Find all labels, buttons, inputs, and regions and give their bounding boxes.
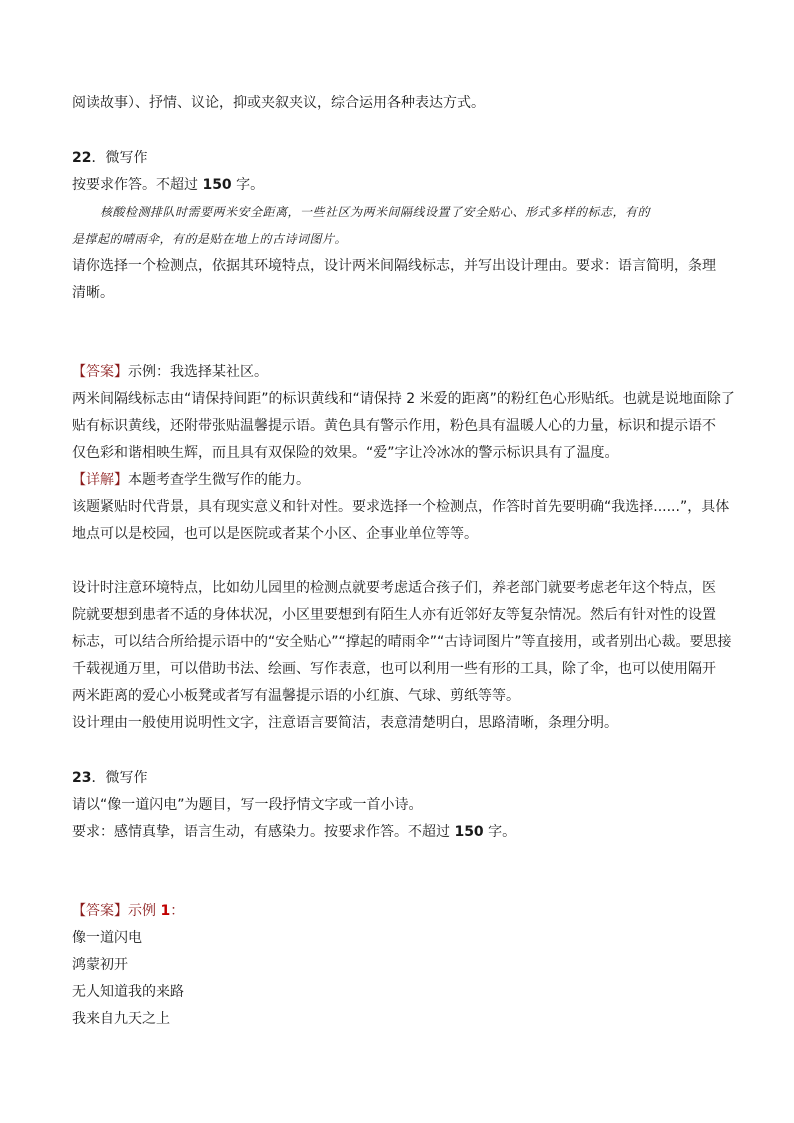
example-number: 1 (160, 903, 171, 919)
continuation-line: 阅读故事）、抒情、议论，抑或夹叙夹议，综合运用各种表达方式。 (72, 95, 485, 111)
question-number: 23 (72, 770, 92, 786)
question-22-heading (72, 148, 147, 168)
answer-intro: 示例：我选择某社区。 (128, 364, 268, 380)
detail-line: 设计理由一般使用说明性文字，注意语言要简洁，表意清楚明白，思路清晰，条理分明。 (72, 715, 618, 731)
poem-line: 无人知道我的来路 (72, 984, 184, 1000)
instruction-text-end: 字。 (231, 177, 265, 193)
poem-line: 我来自九天之上 (72, 1011, 170, 1027)
task-line-2: 清晰。 (72, 285, 114, 301)
question-title: ．微写作 (91, 150, 148, 166)
task-line-1: 请你选择一个检测点，依据其环境特点，设计两米间隔线标志，并写出设计理由。要求：语言简明，条理 (72, 258, 716, 274)
detail-line: 该题紧贴时代背景，具有现实意义和针对性。要求选择一个检测点，作答时首先要明确“我选择......”，具体 (72, 499, 730, 515)
question-number: 22 (72, 150, 92, 166)
detail-tag: 【详解】 (72, 472, 128, 488)
word-limit: 150 (202, 177, 232, 193)
detail-line: 院就要想到患者不适的身体状况，小区里要想到有陌生人亦有近邻好友等复杂情况。然后有针对性的设置 (72, 607, 716, 623)
poem-line: 像一道闪电 (72, 930, 142, 946)
example-colon: ： (170, 903, 185, 919)
question-23-prompt: 请以“像一道闪电”为题目，写一段抒情文字或一首小诗。 (72, 797, 423, 813)
material-quote-line-2: 是撑起的晴雨伞，有的是贴在地上的古诗词图片。 (72, 232, 348, 246)
material-quote-line-1: 核酸检测排队时需要两米安全距离，一些社区为两米间隔线设置了安全贴心、形式多样的标志，有的 (100, 205, 651, 219)
example-label: 示例 (128, 903, 161, 919)
instruction-text: 按要求作答。不超过 (72, 177, 203, 193)
detail-line: 设计时注意环境特点，比如幼儿园里的检测点就要考虑适合孩子们，养老部门就要考虑老年这个特点，医 (72, 580, 716, 596)
detail-line: 标志，可以结合所给提示语中的“安全贴心”“撑起的晴雨伞”“古诗词图片”等直接用，或者别出心裁。要思接 (72, 634, 732, 650)
question-23-heading (72, 768, 147, 788)
answer-line: 两米间隔线标志由“请保持间距”的标识黄线和“请保持 2 米爱的距离”的粉红色心形贴纸。也就是说地面除了 (72, 391, 735, 407)
detail-22-intro (72, 470, 310, 490)
answer-22-intro (72, 362, 268, 382)
question-22-instruction (72, 175, 264, 195)
detail-intro: 本题考查学生微写作的能力。 (128, 472, 310, 488)
word-limit: 150 (454, 824, 484, 840)
answer-tag: 【答案】 (72, 903, 128, 919)
answer-line: 贴有标识黄线，还附带张贴温馨提示语。黄色具有警示作用，粉色具有温暖人心的力量，标识和提示语不 (72, 418, 716, 434)
answer-line: 仅色彩和谐相映生辉，而且具有双保险的效果。“爱”字让冷冰冰的警示标识具有了温度。 (72, 445, 619, 461)
detail-line: 地点可以是校园，也可以是医院或者某个小区、企事业单位等等。 (72, 526, 478, 542)
answer-23-intro (72, 901, 184, 921)
question-title: ．微写作 (91, 770, 148, 786)
detail-line: 千载视通万里，可以借助书法、绘画、写作表意，也可以利用一些有形的工具，除了伞，也可以使用隔开 (72, 661, 716, 677)
requirements-text-end: 字。 (483, 824, 517, 840)
requirements-text: 要求：感情真挚，语言生动，有感染力。按要求作答。不超过 (72, 824, 455, 840)
detail-line: 两米距离的爱心小板凳或者写有温馨提示语的小红旗、气球、剪纸等等。 (72, 688, 520, 704)
poem-line: 鸿蒙初开 (72, 957, 128, 973)
question-23-requirements (72, 822, 516, 842)
answer-tag: 【答案】 (72, 364, 128, 380)
